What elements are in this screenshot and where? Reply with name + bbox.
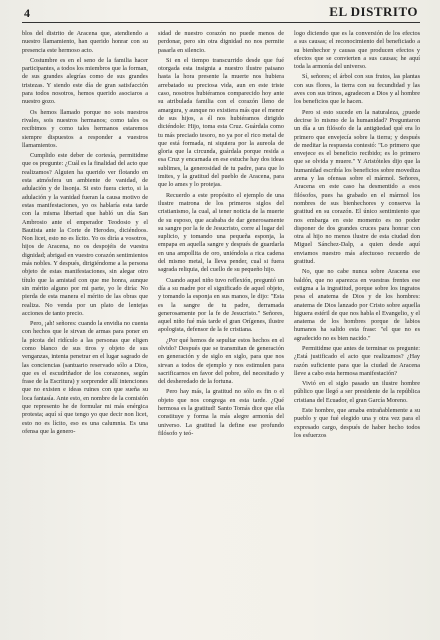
masthead-title: EL DISTRITO xyxy=(329,4,418,19)
header-rule xyxy=(22,22,420,23)
column-2 xyxy=(158,30,284,630)
paragraph: logo diciendo que es la conversión de los efectos a sus causas; el reconocimiento del beneficiado a su bienhechor y causas que producen efectos y efectos que se convierten a sus causas; he aquí toda la armonía del universo. xyxy=(294,30,420,71)
paragraph: Vivió en el siglo pasado un ilustre hombre público que llegó a ser presidente de la república cristiana del Ecuador, el gran García Moreno. xyxy=(294,380,420,404)
paragraph: No, que no cabe nunca sobre Aracena ese baldón, que no aparezca en vuestras frentes ese estigma a la ingratitud, porque sobre los ingratos pesa el anatema de Dios y de los hombres: anatema de Dios lanzado por Cristo sobre aquella higuera estéril de que nos habla el Evangelio, y el anatema de los hombres porque de labios humanos ha salido esta frase: "el que no es agradecido no es bien nacido." xyxy=(294,268,420,342)
paragraph: sidad de nuestro corazón no puede menos de perdonar, pero sin otra dignidad no nos permite pasarla en silencio. xyxy=(158,30,284,54)
paragraph: Cuando aquel niño tuvo reflexión, preguntó un día a su madre por el significado de aquel objeto, y tomando la esponja en sus manos, le dijo: "Esta es la sangre de tu padre, derramada generosamente por la fe de Jesucristo." Señores, aquel niño fué más tarde el gran Orígenes, ilustre apologista, defensor de la fe cristiana. xyxy=(158,276,284,334)
paragraph: Si en el tiempo transcurrido desde que fué otorgada esta insignia a nuestro ilustre paisano hasta la hora presente la muerte nos hubiera arrebatado su preciosa vida, aun en este triste caso, nosotros hubiéramos comparecido hoy ante su atribulada familia con el corazón lleno de amargura, y aunque no existiera más que el menor de sus hijos, a él nos hubiéramos dirigido diciéndole: Hijo, toma esta Cruz. Guárdala como tu más preciado tesoro, no ya por el rico metal de que está formada, ni siquiera por la aureola de gloria que la circunda, guárdala porque resida a esa Cruz y encarnada en ese estuche hay dos ideas sublimes, la generosidad de tu padre, para que lo imites, y la gratitud del pueblo de Aracena, para que lo ames y lo protejas. xyxy=(158,56,284,189)
paragraph: Os hemos llamado porque no sois nuestros rivales, sois nuestros hermanos; como tales os recibimos y como tales hermanos estaremos siempre dispuestos a responder a vuestros llamamientos. xyxy=(22,108,148,149)
paragraph: Recuerdo a este propósito el ejemplo de una ilustre matrona de los primeros siglos del cristianismo, la cual, al tener noticia de la muerte de su esposo, que acababa de dar generosamente su sangre por la fe de Jesucristo, corre al lugar del suplicio, y tomando una pequeña esponja, la empapa en aquella sangre y después de guardarla en una ampollita de oro, uniéndola a rica cadena del mismo metal, la lleva pender, cual si fuera sagrada reliquia, del cuello de su pequeño hijo. xyxy=(158,191,284,274)
page-header xyxy=(0,0,440,26)
paragraph: blos del distrito de Aracena que, atendiendo a nuestro llamamiento, han querido honrar con su presencia este hermoso acto. xyxy=(22,30,148,54)
paragraph: Costumbre es en el seno de la familia hacer participantes, a todos los miembros que la forman, de sus grandes alegrías como de sus grandes tristezas. Y siendo este día de gran satisfacción para todos nosotros, hemos querido asociaros a nuestro gozo. xyxy=(22,56,148,106)
page-number: 4 xyxy=(24,6,30,20)
paragraph: Sí, señores; el árbol con sus frutos, las plantas con sus flores, la tierra con su fecundidad y las aves con sus trinos, agradecen a Dios y al hombre los beneficios que le hacen. xyxy=(294,73,420,106)
paragraph: Permitidme que antes de terminar os pregunte: ¿Está justificado el acto que realizamos? ¿Hay razón suficiente para que la ciudad de Aracena lleve a cabo esta hermosa manifestación? xyxy=(294,344,420,377)
column-1 xyxy=(22,30,148,630)
paragraph: Pero, ¡ah! señores: cuando la envidia no cuenta con hechos que le sirvan de armas para poner en la picota del ridículo a las personas que eligen como blanco de sus tiros y objeto de sus venganzas, intenta penetrar en el lugar sagrado de las conciencias (santuario reservado sólo a Dios, que es el escudriñador de los corazones, según frase de la Escritura) y sorprender allí intenciones que no existen e ideas ruines con que sueña su loca fantasía. Ante esto, en nombre de la comisión que represento he de formular mi más enérgica protesta; aquí sí que tengo yo que decir non licet, esto no es lícito, eso es una calumnia. Es una ofensa que la genero- xyxy=(22,320,148,435)
article-columns xyxy=(22,30,420,630)
paragraph: Pero si esto sucede en la naturaleza, ¿puede decirse lo mismo de la humanidad? Preguntaron un día a un filósofo de la antigüedad qué era lo primero que envejecía sobre la tierra; y después de meditar la respuesta contestó: "Lo primero que envejece es el beneficio recibido; es lo primero que se olvida y muere." Y Aristóteles dijo que la humanidad escribía los beneficios sobre movediza arena y las ofensas sobre el mármol. Señores, Aracena en este caso ha desmentido a esos filósofos, pues ha grabado en el mármol los nombres de sus bienhechores y conserva la gratitud en su corazón. El único sentimiento que nos embarga en este momento es no poder disponer de dos grandes cruces para honrar con otra al hijo no menos ilustre de esta ciudad don Miguel Sánchez-Dalp, a quien desde aquí enviamos nuestro más afectuoso recuerdo de gratitud. xyxy=(294,108,420,266)
paragraph: Este hombre, que amaba entrañablemente a su pueblo y que fué elegido una y otra vez para el expresado cargo, después de haber hecho todos los esfuerzos xyxy=(294,407,420,439)
paragraph: Pero hay más, la gratitud no sólo es fin o el objeto que nos congrega en esta tarde. ¿Qué hermosa es la gratitud! Santo Tomás dice que ella constituye y forma la más alegre armonía del universo. La gratitud la define ese profundo filósofo y teó- xyxy=(158,388,284,437)
paragraph: Cumplido este deber de cortesía, permitidme que os pregunte: ¿Cuál es la finalidad del acto que realizamos? Alguien ha querido ver flotando en esta atmósfera un ambiente de vanidad, de adulación y de lisonja. Si esto fuera cierto, si la adulación y la vanidad fueran la causa motivo de estas manifestaciones, yo os hablaría esta tarde con la misma libertad que habló un día San Ambrosio ante el emperador Teodosio y el Bautista ante la Corte de Herodes, diciéndoos. Non licet, esto no es lícito. Yo os diría a vosotros, hijos de Aracena, no os despojéis de vuestra dignidad; abrigad en vuestro corazón sentimientos más nobles. Y después, dirigiéndome a la persona objeto de estas manifestaciones, sin alegar otro título que la amistad con que me honra, aunque sin mérito alguno por mi parte, yo le diría: No pierda de esta manera el mérito de las obras que realiza. No venda por un plato de lentejas acciones de tanto precio. xyxy=(22,152,148,317)
paragraph: ¿Por qué hemos de sepultar estos hechos en el olvido? Después que se transmitan de generación en generación y de siglo en siglo, para que nos sirvan a todos de ejemplo y nos estimulen para sacrificarnos en favor del pobre, del necesitado y del desheredado de la fortuna. xyxy=(158,336,284,386)
column-3 xyxy=(294,30,420,630)
